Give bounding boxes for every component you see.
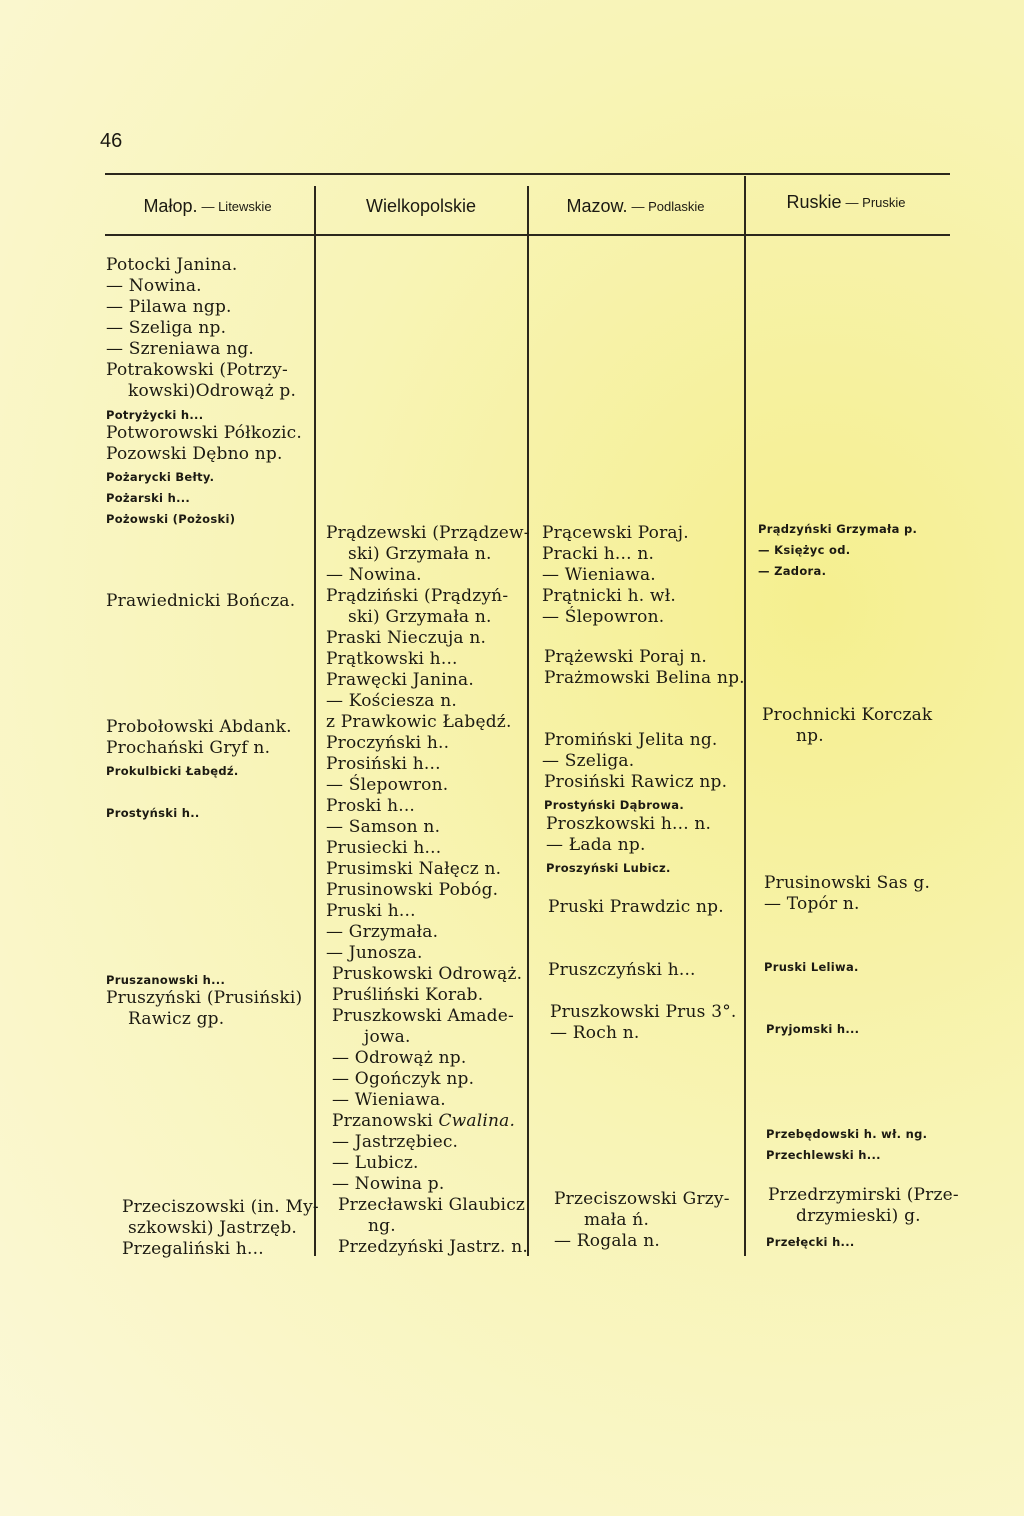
- entry: Pruśliński Korab.: [332, 985, 484, 1005]
- entry: Prusinowski Pobóg.: [326, 880, 499, 900]
- entry: Pruski h...: [326, 901, 416, 921]
- entry: Potocki Janina.: [106, 255, 238, 275]
- entry-name: Przanowski: [332, 1111, 439, 1131]
- entry: Proszkowski h... n.: [546, 814, 712, 834]
- entry: [326, 1111, 515, 1132]
- entry: Pruski Leliwa.: [764, 960, 859, 974]
- entry: szkowski) Jastrzęb.: [128, 1218, 298, 1238]
- entry: Przedrzymirski (Prze-: [768, 1185, 959, 1205]
- entry: Prątnicki h. wł.: [542, 586, 677, 606]
- entry: Pryjomski h...: [766, 1022, 860, 1036]
- entry: — Wieniawa.: [332, 1090, 446, 1110]
- entry: — Zadora.: [758, 564, 827, 578]
- entry: drzymieski) g.: [796, 1206, 921, 1226]
- column-mazow: [542, 255, 747, 1276]
- entry: Pruszyński (Prusiński): [106, 988, 303, 1008]
- entry: Potworowski Półkozic.: [106, 423, 302, 443]
- entry: — Księżyc od.: [758, 543, 851, 557]
- entry: Pruszkowski Amade-: [332, 1006, 514, 1026]
- header-mazow-sub: — Podlaskie: [631, 198, 705, 214]
- entry: Pozowski Dębno np.: [106, 444, 283, 464]
- entry: Pruskowski Odrowąż.: [332, 964, 523, 984]
- entry: — Lubicz.: [332, 1153, 419, 1173]
- header-wielkopolskie: [316, 190, 526, 222]
- entry: Prostyński Dąbrowa.: [544, 798, 685, 812]
- entry: Potrakowski (Potrzy-: [106, 360, 288, 380]
- entry: Pracki h... n.: [542, 544, 655, 564]
- entry: Prusiecki h...: [326, 838, 442, 858]
- entry: Prosiński h...: [326, 754, 441, 774]
- entry: Praski Nieczuja n.: [326, 628, 487, 648]
- entry: — Szreniawa ng.: [106, 339, 255, 359]
- page-number: 46: [100, 130, 123, 152]
- entry: Przełęcki h...: [766, 1235, 855, 1249]
- entry: Pruszczyński h...: [548, 960, 696, 980]
- entry: ng.: [368, 1216, 396, 1236]
- entry: Prokulbicki Łabędź.: [106, 764, 239, 778]
- entry: Prątkowski h...: [326, 649, 458, 669]
- entry: z Prawkowic Łabędź.: [326, 712, 512, 732]
- entry: mała ń.: [584, 1210, 650, 1230]
- entry: — Nowina.: [106, 276, 202, 296]
- entry: Pożarycki Bełty.: [106, 470, 215, 484]
- header-malop: [105, 190, 310, 222]
- entry: kowski)Odrowąż p.: [128, 381, 297, 401]
- entry: — Grzymała.: [326, 922, 439, 942]
- entry: — Topór n.: [764, 894, 860, 914]
- entry: Prusinowski Sas g.: [764, 873, 931, 893]
- entry: — Nowina.: [326, 565, 422, 585]
- header-wielkopolskie-main: Wielkopolskie: [365, 195, 477, 216]
- entry: Potryżycki h...: [106, 408, 204, 422]
- entry: — Łada np.: [546, 835, 646, 855]
- entry: Prażmowski Belina np.: [544, 668, 745, 688]
- entry-herb: Cwalina.: [438, 1111, 516, 1131]
- entry: jowa.: [364, 1027, 411, 1047]
- entry: ski) Grzymała n.: [348, 607, 492, 627]
- entry: np.: [796, 726, 824, 746]
- header-ruskie-main: Ruskie: [786, 191, 842, 212]
- entry: — Ślepowron.: [542, 607, 665, 627]
- entry: Przebędowski h. wł. ng.: [766, 1127, 928, 1141]
- entry: Pruszkowski Prus 3°.: [550, 1002, 737, 1022]
- entry: — Samson n.: [326, 817, 441, 837]
- top-rule: [105, 173, 950, 175]
- entry: Przedzyński Jastrz. n.: [338, 1237, 528, 1257]
- entry: — Wieniawa.: [542, 565, 656, 585]
- entry: Promiński Jelita ng.: [544, 730, 718, 750]
- header-mazow-main: Mazow.: [566, 195, 628, 216]
- entry: Prądziński (Prądzyń-: [326, 586, 509, 606]
- entry: — Rogala n.: [554, 1231, 660, 1251]
- entry: Prążewski Poraj n.: [544, 647, 708, 667]
- entry: Przeciszowski Grzy-: [554, 1189, 730, 1209]
- entry: Prawiednicki Bończa.: [106, 591, 296, 611]
- column-wielkopolskie: [326, 255, 536, 1276]
- entry: Przegaliński h...: [122, 1239, 264, 1259]
- entry: Przecławski Glaubicz: [338, 1195, 526, 1215]
- entry: Probołowski Abdank.: [106, 717, 292, 737]
- entry: Przechlewski h...: [766, 1148, 881, 1162]
- entry: — Pilawa ngp.: [106, 297, 232, 317]
- entry: Proczyński h..: [326, 733, 450, 753]
- header-mazow: [529, 190, 742, 222]
- entry: Prącewski Poraj.: [542, 523, 689, 543]
- entry: — Nowina p.: [332, 1174, 445, 1194]
- entry: Rawicz gp.: [128, 1009, 225, 1029]
- entry: — Szeliga.: [542, 751, 635, 771]
- entry: Pożowski (Pożoski): [106, 512, 236, 526]
- entry: — Odrowąż np.: [332, 1048, 467, 1068]
- header-ruskie-sub: — Pruskie: [845, 194, 906, 210]
- entry: Prądzyński Grzymała p.: [758, 522, 918, 536]
- entry: — Szeliga np.: [106, 318, 227, 338]
- entry: Proszyński Lubicz.: [546, 861, 671, 875]
- entry: Prochnicki Korczak: [762, 705, 933, 725]
- header-ruskie: [746, 186, 946, 218]
- entry: — Jastrzębiec.: [332, 1132, 459, 1152]
- column-malop: [106, 255, 319, 1276]
- entry: Pożarski h...: [106, 491, 191, 505]
- entry: Pruszanowski h...: [106, 973, 226, 987]
- entry: — Roch n.: [550, 1023, 640, 1043]
- entry: — Junosza.: [326, 943, 423, 963]
- header-malop-sub: — Litewskie: [201, 198, 272, 214]
- entry: — Kościesza n.: [326, 691, 457, 711]
- entry: Prądzewski (Prządzew-: [326, 523, 530, 543]
- column-ruskie: [758, 255, 958, 1276]
- entry: Przeciszowski (in. My-: [122, 1197, 319, 1217]
- entry: — Ślepowron.: [326, 775, 449, 795]
- entry: ski) Grzymała n.: [348, 544, 492, 564]
- header-malop-main: Małop.: [143, 195, 198, 216]
- entry: Prawęcki Janina.: [326, 670, 474, 690]
- entry: Prostyński h..: [106, 806, 200, 820]
- entry: — Ogończyk np.: [332, 1069, 475, 1089]
- entry: Pruski Prawdzic np.: [548, 897, 724, 917]
- entry: Prusimski Nałęcz n.: [326, 859, 502, 879]
- entry: Prochański Gryf n.: [106, 738, 271, 758]
- entry: Prosiński Rawicz np.: [544, 772, 728, 792]
- entry: Proski h...: [326, 796, 416, 816]
